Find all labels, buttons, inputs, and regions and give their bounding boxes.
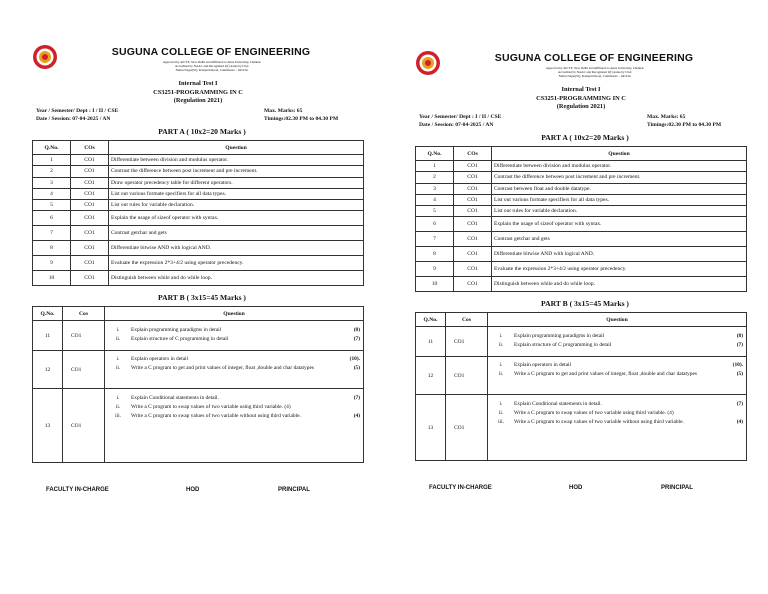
college-name: SUGUNA COLLEGE OF ENGINEERING bbox=[494, 52, 694, 64]
faculty-signature: FACULTY IN-CHARGE bbox=[429, 485, 492, 492]
principal-signature: PRINCIPAL bbox=[661, 485, 693, 492]
table-row: 8 CO1 Differentiate bitwise AND with logical AND. bbox=[416, 247, 747, 262]
regulation: (Regulation 2021) bbox=[556, 103, 606, 111]
principal-signature: PRINCIPAL bbox=[278, 487, 310, 494]
table-row: 8 CO1 Differentiate bitwise AND with logical AND. bbox=[33, 241, 364, 256]
table-row: 7 CO1 Contrast getchar and gets bbox=[33, 226, 364, 241]
table-row: 2 CO1 Contrast the difference between post increment and pre increment. bbox=[416, 172, 747, 183]
table-row: 3 CO1 Contrast between float and double datatype. bbox=[416, 183, 747, 194]
part-a-table bbox=[415, 146, 747, 292]
paper-header bbox=[32, 40, 364, 108]
table-row: 12 CO1 i. Explain operators in detail (10). ii. Write a C program to get and print values of integer, float ,double and char datatypes (5) bbox=[33, 351, 364, 389]
header-question: Question bbox=[109, 141, 364, 155]
exam-meta: Year / Semester/ Dept : I / II / CSE Date / Session: 07-04-2025 / AN Max. Marks: 65 Timings:02.30 PM to 04.30 PM bbox=[419, 114, 722, 128]
part-a-title: PART A ( 10x2=20 Marks ) bbox=[541, 133, 629, 142]
part-b-table bbox=[415, 312, 747, 461]
table-row: 4 CO1 List out various formate specifiers for all data types. bbox=[416, 194, 747, 205]
header-cos: COs bbox=[454, 147, 492, 161]
table-row: 2 CO1 Contrast the difference between post increment and pre increment. bbox=[33, 166, 364, 177]
part-b-table bbox=[32, 306, 364, 463]
part-b-title: PART B ( 3x15=45 Marks ) bbox=[541, 299, 629, 309]
signature-row bbox=[415, 485, 747, 497]
table-row: 12 CO1 i. Explain operators in detail (10). ii. Write a C program to get and print values of integer, float ,double and char datatypes (5) bbox=[416, 357, 747, 395]
table-row: 9 CO1 Evaluate the expression 2*3+4/2 using operator precedency. bbox=[416, 262, 747, 277]
exam-details bbox=[415, 86, 747, 112]
question-paper-left bbox=[32, 40, 364, 499]
table-row: 3 CO1 Draw operator precedency table for different operators. bbox=[33, 177, 364, 188]
part-a-table bbox=[32, 140, 364, 286]
header-question: Question bbox=[488, 313, 747, 327]
exam-title: Internal Test I bbox=[178, 80, 218, 87]
header-question: Question bbox=[105, 307, 364, 321]
header-cos: COs bbox=[71, 141, 109, 155]
signature-row bbox=[32, 487, 364, 499]
regulation: (Regulation 2021) bbox=[173, 97, 223, 105]
part-b-title: PART B ( 3x15=45 Marks ) bbox=[158, 293, 246, 303]
hod-signature: HOD bbox=[186, 487, 200, 494]
hod-signature: HOD bbox=[569, 485, 583, 492]
exam-meta: Year / Semester/ Dept : I / II / CSE Date / Session: 07-04-2025 / AN Max. Marks: 65 Timings:02.30 PM to 04.30 PM bbox=[36, 108, 339, 122]
table-row: 5 CO1 List out rules for variable declaration. bbox=[416, 206, 747, 217]
table-row: 10 CO1 Distinguish between while and do while loop. bbox=[416, 277, 747, 292]
table-row: 1 CO1 Differentiate between division and modulus operator. bbox=[33, 155, 364, 166]
table-row: 1 CO1 Differentiate between division and modulus operator. bbox=[416, 161, 747, 172]
paper-header bbox=[415, 46, 747, 114]
table-row: 11 CO1 i. Explain programming paradigms in detail (8) ii. Explain structure of C programming in detail (7) bbox=[416, 327, 747, 357]
table-row: 11 CO1 i. Explain programming paradigms in detail (8) ii. Explain structure of C programming in detail (7) bbox=[33, 321, 364, 351]
table-row: 6 CO1 Explain the usage of sizeof operator with syntax. bbox=[33, 211, 364, 226]
header-cos: Cos bbox=[446, 313, 488, 327]
table-row: 6 CO1 Explain the usage of sizeof operator with syntax. bbox=[416, 217, 747, 232]
exam-title: Internal Test I bbox=[561, 86, 601, 93]
course-name: CS3251-PROGRAMMING IN C bbox=[153, 88, 243, 96]
table-row: 13 CO1 i. Explain Conditional statements in detail. (7) ii. Write a C program to swap values of two variable using third variable. (4) iii. Write a C program to swap values of two variable without using third variable. (4) bbox=[33, 389, 364, 463]
question-paper-right bbox=[415, 46, 747, 497]
header-qno: Q.No. bbox=[33, 307, 63, 321]
header-question: Question bbox=[492, 147, 747, 161]
header-qno: Q.No. bbox=[33, 141, 71, 155]
table-row: 5 CO1 List out rules for variable declaration. bbox=[33, 200, 364, 211]
header-qno: Q.No. bbox=[416, 313, 446, 327]
affiliation-text: Approved by AICTE, New Delhi and Affiliated to Anna University, Chennai. Accredited by NAAC and Recognized 2(f) status by UGC Nehru Nagar(W), Kalapatti Road, Coimbatore – 641014. bbox=[162, 60, 262, 73]
header-cos: Cos bbox=[63, 307, 105, 321]
table-row: 13 CO1 i. Explain Conditional statements in detail. (7) ii. Write a C program to swap values of two variable using third variable. (4) iii. Write a C program to swap values of two variable without using third variable. (4) bbox=[416, 395, 747, 461]
affiliation-text: Approved by AICTE, New Delhi and Affiliated to Anna University, Chennai. Accredited by NAAC and Recognized 2(f) status by UGC Nehru Nagar(W), Kalapatti Road, Coimbatore – 641014. bbox=[545, 66, 645, 79]
table-row: 4 CO1 List out various formate specifiers for all data types. bbox=[33, 188, 364, 199]
college-name: SUGUNA COLLEGE OF ENGINEERING bbox=[111, 46, 311, 58]
faculty-signature: FACULTY IN-CHARGE bbox=[46, 487, 109, 494]
table-row: 7 CO1 Contrast getchar and gets bbox=[416, 232, 747, 247]
table-row: 10 CO1 Distinguish between while and do while loop. bbox=[33, 271, 364, 286]
course-name: CS3251-PROGRAMMING IN C bbox=[536, 94, 626, 102]
exam-details bbox=[32, 80, 364, 106]
table-row: 9 CO1 Evaluate the expression 2*3+4/2 using operator precedency. bbox=[33, 256, 364, 271]
header-qno: Q.No. bbox=[416, 147, 454, 161]
part-a-title: PART A ( 10x2=20 Marks ) bbox=[158, 127, 246, 136]
